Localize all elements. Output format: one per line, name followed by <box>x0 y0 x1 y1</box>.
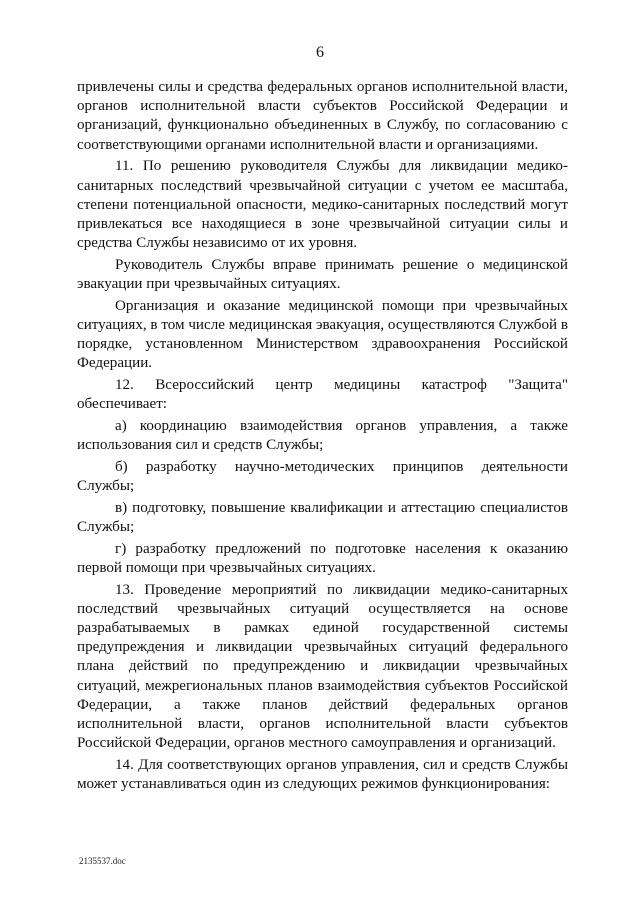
paragraph: 11. По решению руководителя Службы для ликвидации медико-санитарных последствий чрезвычайной ситуации с учетом ее масштаба, степени потенциальной опасности, медико-санитарных последствий могут привлекаться все находящиеся в зоне чрезвычайной ситуации силы и средства Службы независимо от их уровня. <box>77 158 568 252</box>
paragraph: 13. Проведение мероприятий по ликвидации медико-санитарных последствий чрезвычайных ситуаций осуществляется на основе разрабатываемых в рамках единой государственной системы предупреждения и ликвидации чрезвычайных ситуаций федерального плана действий по предупреждению и ликвидации чрезвычайных ситуаций, межрегиональных планов взаимодействия субъектов Российской Федерации, а также планов действий федеральных органов исполнительной власти, органов исполнительной власти субъектов Российской Федерации, органов местного самоуправления и организаций. <box>77 581 568 752</box>
paragraph: Организация и оказание медицинской помощи при чрезвычайных ситуациях, в том числе медицинская эвакуация, осуществляются Службой в порядке, установленном Министерством здравоохранения Российской Федерации. <box>77 297 568 372</box>
paragraph: б) разработку научно-методических принципов деятельности Службы; <box>77 458 568 495</box>
file-name-footer: 2135537.doc <box>79 856 126 866</box>
paragraph: Руководитель Службы вправе принимать решение о медицинской эвакуации при чрезвычайных ситуациях. <box>77 256 568 293</box>
page-number: 6 <box>316 44 324 61</box>
paragraph: 14. Для соответствующих органов управления, сил и средств Службы может устанавливаться один из следующих режимов функционирования: <box>77 756 568 793</box>
paragraph: г) разработку предложений по подготовке населения к оказанию первой помощи при чрезвычайных ситуациях. <box>77 540 568 576</box>
paragraph: а) координацию взаимодействия органов управления, а также использования сил и средств Службы; <box>77 417 568 454</box>
paragraph: 12. Всероссийский центр медицины катастроф "Защита" обеспечивает: <box>77 377 568 413</box>
paragraph: в) подготовку, повышение квалификации и аттестацию специалистов Службы; <box>77 499 568 535</box>
paragraph: привлечены силы и средства федеральных органов исполнительной власти, органов исполнительной власти субъектов Российской Федерации и организаций, функционально объединенных в Службу, по согласованию с соответствующими органами исполнительной власти и организациями. <box>77 79 568 153</box>
document-body <box>77 78 568 797</box>
